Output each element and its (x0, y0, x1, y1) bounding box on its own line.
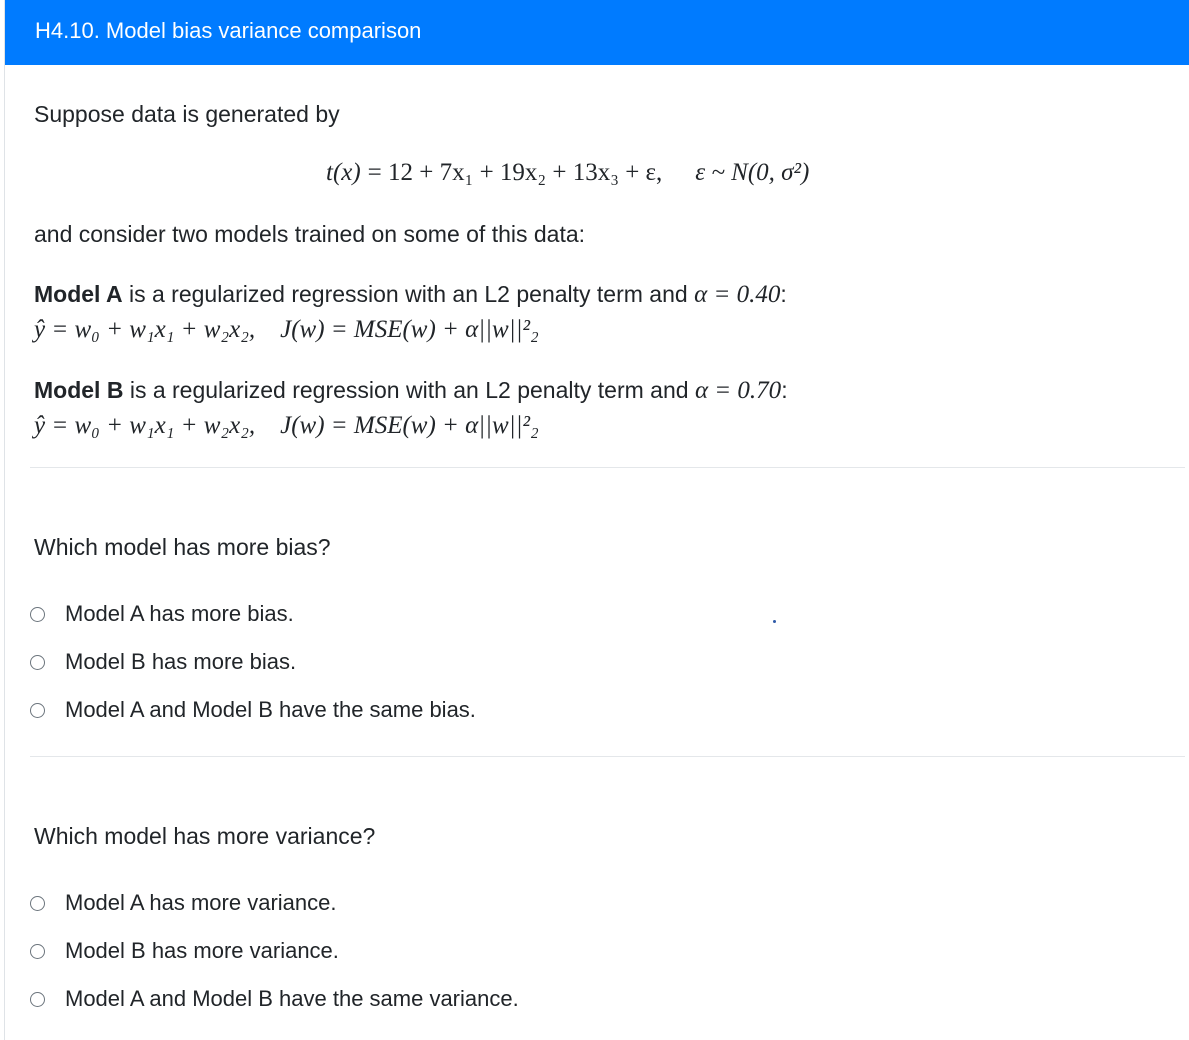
model-b-description (34, 377, 788, 405)
model-b-name: Model B (34, 377, 124, 403)
bias-option-a-label: Model A has more bias. (65, 601, 294, 626)
bias-option-b-label: Model B has more bias. (65, 649, 297, 674)
variance-option-same-label: Model A and Model B have the same variance. (65, 986, 519, 1011)
intro-lead: Suppose data is generated by (34, 101, 340, 127)
model-a-name: Model A (34, 281, 123, 307)
question-card (4, 0, 1189, 1040)
radio-button[interactable] (30, 944, 45, 959)
radio-button[interactable] (30, 992, 45, 1007)
stray-dot (773, 620, 776, 623)
model-a-formula (34, 315, 539, 344)
radio-button[interactable] (30, 896, 45, 911)
model-a-text: is a regularized regression with an L2 penalty term and (122, 281, 695, 307)
model-b-alpha: α = 0.70 (694, 377, 782, 404)
radio-button[interactable] (30, 703, 45, 718)
divider (30, 756, 1185, 757)
formula-noise: ε ~ N(0, σ²) (695, 159, 810, 186)
formula-rhs: = 12 + 7x₁ + 19x₂ + 13x₃ + ε, (367, 159, 663, 186)
radio-button[interactable] (30, 607, 45, 622)
variance-option-a-label: Model A has more variance. (65, 890, 337, 915)
model-a-equation: ŷ = w₀ + w₁x₁ + w₂x₂, (34, 316, 256, 343)
intro-consider: and consider two models trained on some of this data: (34, 221, 586, 247)
model-b-text: is a regularized regression with an L2 penalty term and (123, 377, 695, 403)
model-a-objective: J(w) = MSE(w) + α||w||²₂ (280, 316, 539, 343)
radio-button[interactable] (30, 655, 45, 670)
variance-question: Which model has more variance? (34, 823, 376, 849)
model-b-equation: ŷ = w₀ + w₁x₁ + w₂x₂, (34, 412, 256, 439)
model-a-colon: : (780, 281, 787, 307)
formula-lhs: t(x) (326, 159, 361, 186)
model-b-formula (34, 411, 539, 440)
model-a-description (34, 281, 787, 309)
generating-formula (326, 158, 809, 187)
variance-option-a[interactable] (30, 888, 336, 918)
model-a-alpha: α = 0.40 (694, 281, 781, 308)
bias-option-b[interactable] (30, 647, 296, 677)
variance-option-b-label: Model B has more variance. (65, 938, 339, 963)
bias-option-same[interactable] (30, 695, 476, 725)
bias-question: Which model has more bias? (34, 534, 331, 560)
model-b-colon: : (781, 377, 788, 403)
model-b-objective: J(w) = MSE(w) + α||w||²₂ (280, 412, 539, 439)
variance-option-b[interactable] (30, 936, 339, 966)
variance-option-same[interactable] (30, 984, 519, 1014)
bias-option-same-label: Model A and Model B have the same bias. (65, 697, 476, 722)
divider (30, 467, 1185, 468)
bias-option-a[interactable] (30, 599, 294, 629)
question-title: H4.10. Model bias variance comparison (5, 0, 1189, 65)
